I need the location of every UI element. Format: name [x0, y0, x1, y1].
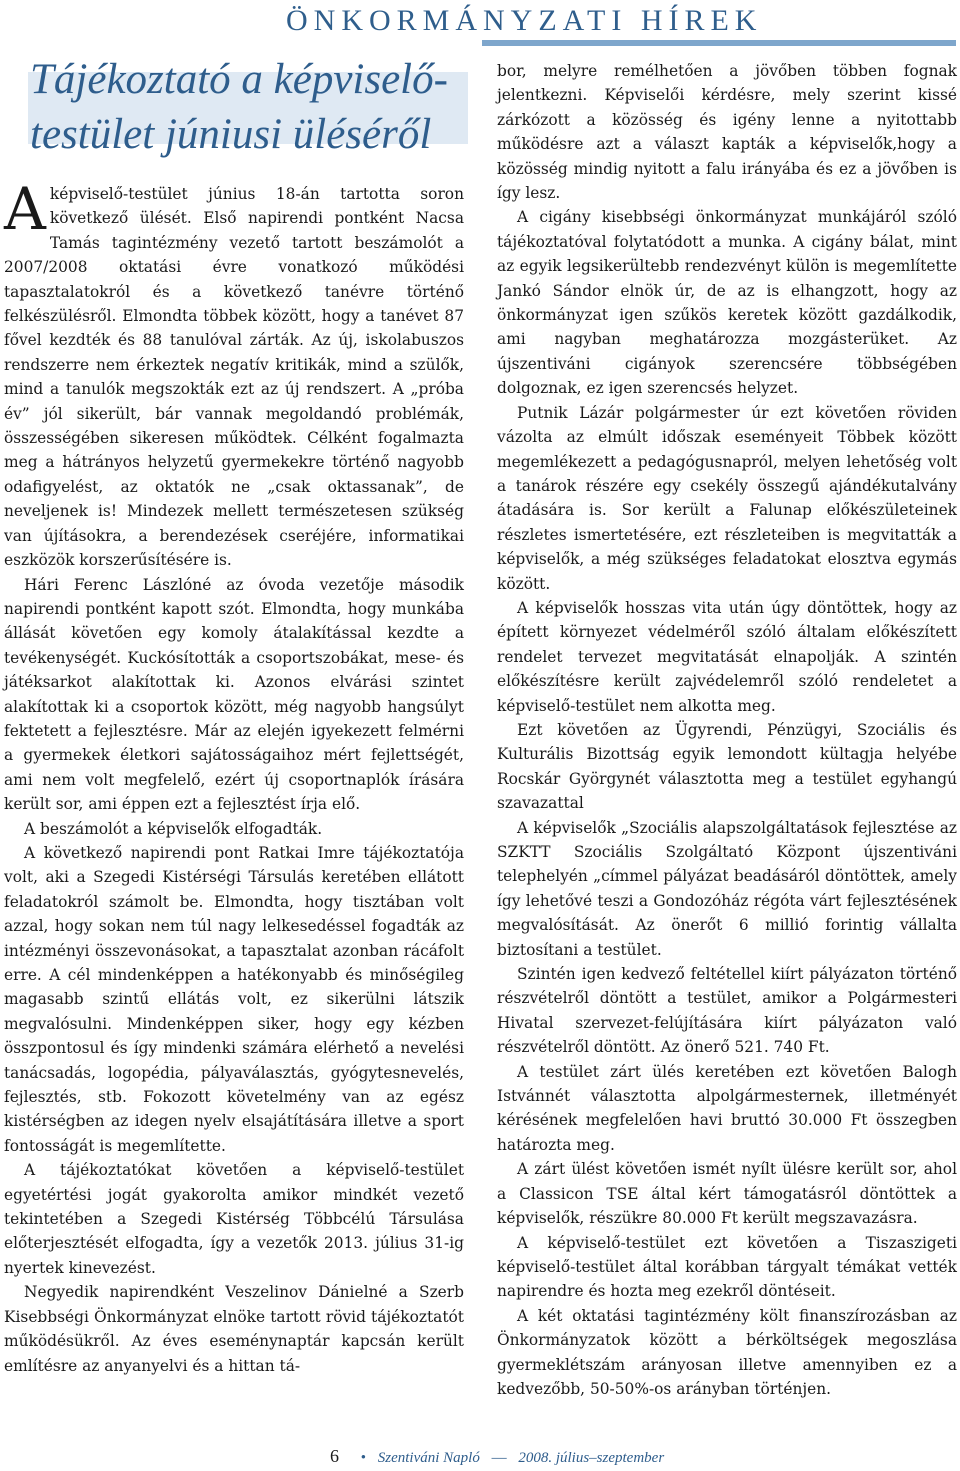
- paragraph: Negyedik napirendként Veszelinov Dánielné a Szerb Kisebbségi Önkormányzat elnöke tartott rövid tájékoztatót működésükről. Az éves eseménynaptár kapcsán került említésre az anyanyelvi és a hittan tá-: [4, 1283, 464, 1375]
- page-footer: [330, 1446, 664, 1467]
- paragraph: A képviselő-testület ezt követően a Tiszaszigeti képviselő-testület által korábban tárgyalt témákat vették napirendre és hozta meg ezekről döntéseit.: [497, 1233, 957, 1301]
- article-title: [30, 52, 470, 162]
- footer-dash: —: [491, 1450, 507, 1466]
- section-header: ÖNKORMÁNYZATI HÍREK: [286, 4, 763, 37]
- right-column: [497, 59, 957, 1401]
- paragraph: A testület zárt ülés keretében ezt követően Balogh Istvánnét választotta alpolgármesternek, illetményét kérésének megfelelően havi bruttó 30.000 Ft összegben határozta meg.: [497, 1062, 957, 1154]
- paragraph-continuation: bor, melyre remélhetően a jövőben többen fognak jelentkezni. Képviselői kérdésre, mely szerint kissé zárkózott a közösség és igény lenne a nyitottabb működésre azt a választ kapták a képviselők,hogy a közösség mindig nyitott a falu irányába és ez a jövőben is így lesz.: [497, 62, 957, 203]
- paragraph: A két oktatási tagintézmény költ finanszírozásban az Önkormányzatok között a bérköltségek megoszlása gyermeklétszám arányosan illetve amennyiben ez a kedvezőbb, 50-50%-os arányban történjen.: [497, 1306, 957, 1398]
- issue-date: 2008. július–szeptember: [518, 1450, 665, 1466]
- paragraph: A következő napirendi pont Ratkai Imre tájékoztatója volt, aki a Szegedi Kistérségi Társulás keretében ellátott feladatokról számolt be. Elmondta, hogy tisztában volt azzal, hogy sokan nem túl nagy lelkesedéssel fogadták az intézményi összevonásokat, a tapasztalat azonban rácáfolt erre. A cél mindenképpen a hatékonyabb és minőségileg magasabb szintű ellátás volt, ez sikerülni látszik megvalósulni. Mindenképpen siker, hogy egy kézben összpontosul és így mindenki számára elérhető a nevelési tanácsadás, logopédia, pályaválasztás, gyógytesnevelés, fejlesztés, stb. Fokozott követelmény van az egész kistérségben az idegen nyelv elsajátítására illetve a sport fontosságát is megemlítette.: [4, 843, 464, 1155]
- dropcap: A: [4, 175, 46, 243]
- paragraph-intro: [4, 175, 464, 573]
- paragraph: Szintén igen kedvező feltétellel kiírt pályázaton történő részvételről döntött a testület, amikor a Polgármesteri Hivatal szervezet-felújítására kiírt pályázaton való részvételről döntött. Az önerő 521. 740 Ft.: [497, 965, 957, 1057]
- left-column: [4, 175, 464, 1378]
- paragraph: A képviselők „Szociális alapszolgáltatások fejlesztése az SZKTT Szociális Szolgáltató Központ újszentiváni telephelyén „címmel pályázat beadásáról döntöttek, amely így lehetővé teszi a Gondozóház régóta várt fejlesztésének megvalósítását. Az önerőt 6 millió forintig vállalta biztosítani a testület.: [497, 818, 957, 959]
- footer-bullet: •: [360, 1450, 367, 1466]
- paragraph: A képviselők hosszas vita után úgy döntöttek, hogy az épített környezet védelméről szóló általam előkészített rendelet tervezet megvitatását elnapolják. A szintén előkészítésre került zajvédelemről szóló rendeletet a képviselő-testület nem alkotta meg.: [497, 598, 957, 715]
- paragraph: A tájékoztatókat követően a képviselő-testület egyetértési jogát gyakorolta amikor mindkét vezető tekintetében a Szegedi Kistérség Többcélú Társulása előterjesztését elfogadta, így a vezetők 2013. július 31-ig nyertek kinevezést.: [4, 1161, 464, 1277]
- paragraph: A beszámolót a képviselők elfogadták.: [24, 819, 323, 838]
- header-rule: [482, 40, 956, 46]
- paragraph: Ezt követően az Ügyrendi, Pénzügyi, Szociális és Kulturális Bizottság egyik lemondott kültagja helyébe Rocskár Györgynét választotta meg a testület egyhangú szavazattal: [497, 720, 957, 813]
- paragraph: Putnik Lázár polgármester úr ezt követően röviden vázolta az elmúlt időszak eseményeit Többek között megemlékezett a pedagógusnapról, melyen lehetőség volt a tanárok részére egy csekély összegű ajándékutalvány átadására is. Sor került a Falunap előkészületeinek részletes ismertetésére, ezt részleteiben is megvitatták a képviselők, a még szükséges feladatokat elosztva egymás között.: [497, 403, 957, 593]
- paragraph: Hári Ferenc Lászlóné az óvoda vezetője második napirendi pontként kapott szót. Elmondta, hogy munkába állását követően egy komoly átalakítással kezdte a tevékenységét. Kuckósították a csoportszobákat, mese- és játéksarkot alakítottak ki. Azonos elvárási szintet alakítottak ki a csoportok között, még nagyobb hangsúlyt fektetett a fejlesztésre. Már az elején igyekezett felmérni a gyermekek életkori sajátosságaihoz mért fejlettségét, ami nem volt megfelelő, ezért új csoportnaplók írására került sor, ami éppen ezt a fejlesztést írja elő.: [4, 575, 464, 814]
- paragraph: A cigány kisebbségi önkormányzat munkájáról szóló tájékoztatóval folytatódott a munka. A cigány bálat, mint az egyik legsikerültebb rendezvényt külön is megemlítette Jankó Sándor elnök úr, de az is elhangzott, hogy az önkormányzat igen szűkös keretek között gazdálkodik, ami nagyban meghatározza mozgásterüket. Az újszentiváni cigányok szerencsére többségében dolgoznak, ez igen szerencsés helyzet.: [497, 208, 957, 398]
- article-title-line-1: Tájékoztató a képviselő-: [30, 56, 448, 103]
- article-title-line-2: testület júniusi üléséről: [30, 111, 432, 158]
- paragraph-intro-text: képviselő-testület június 18-án tartotta soron következő ülését. Első napirendi pontként Nacsa Tamás tagintézmény vezető tartott beszámolót a 2007/2008 oktatási évre vonatkozó működési tapasztalatokról és a következő tanévre történő felkészülésről. Elmondta többek között, hogy a tanévet 87 fővel kezdték és 88 tanulóval zárták. Az új, iskolabuszos rendszerre nem érkeztek negatív kritikák, mind a szülők, mind a tanulók megszokták ezt az új rendszert. A „próba év” jól sikerült, bár vannak megoldandó problémák, összességében sikeresen működtek. Célként fogalmazta meg a hátrányos helyzetű gyermekekre történő nagyobb odafigyelést, az oktatók ne „csak oktassanak”, de neveljenek is! Mindezek mellett természetesen szükség van újításokra, a berendezések cseréjére, informatikai eszközök korszerűsítésére is.: [4, 185, 464, 570]
- page-number: 6: [330, 1446, 339, 1466]
- paragraph: A zárt ülést követően ismét nyílt ülésre került sor, ahol a Classicon TSE által kért támogatásról döntöttek a képviselők, részükre 80.000 Ft került megszavazásra.: [497, 1160, 957, 1228]
- publication-name: Szentiváni Napló: [377, 1450, 480, 1466]
